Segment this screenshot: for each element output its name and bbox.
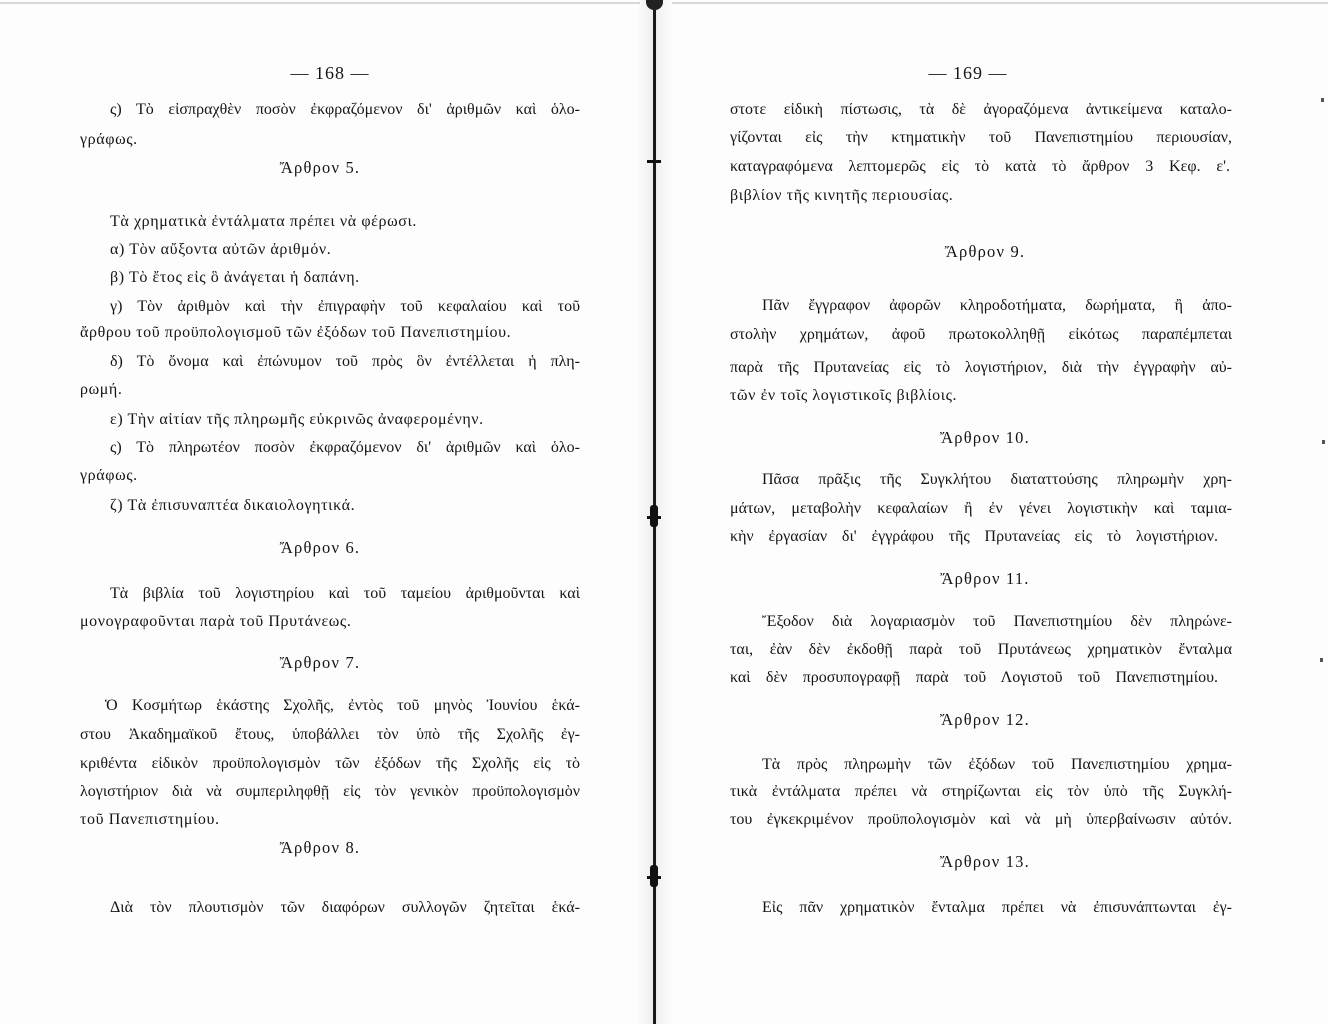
- text-line: Πᾶσα πρᾶξις τῆς Συγκλήτου διαταττούσης πληρωμὴν χρη-: [762, 471, 1232, 488]
- text-line: στολὴν χρημάτων, ἀφοῦ πρωτοκολληθῇ εἰκότως παραπέμπεται: [730, 326, 1232, 343]
- text-line: λογιστήριον διὰ νὰ συμπεριληφθῇ εἰς τὸν γενικὸν προϋπολογισμὸν: [80, 783, 580, 800]
- list-item: δ) Τὸ ὄνομα καὶ ἐπώνυμον τοῦ πρὸς ὃν ἐντέλλεται ἡ πλη-: [110, 353, 580, 370]
- list-item: α) Τὸν αὔξοντα αὐτῶν ἀριθμόν.: [110, 241, 332, 258]
- text-line: ρωμή.: [80, 381, 123, 398]
- scan-speck: [1322, 440, 1325, 444]
- text-line: του ἐγκεκριμένον προϋπολογισμὸν καὶ νὰ μὴ ὑπερβαίνωσιν αὐτόν.: [730, 811, 1232, 828]
- text-line: Εἰς πᾶν χρηματικὸν ἔνταλμα πρέπει νὰ ἐπισυνάπτωνται ἐγ-: [762, 899, 1232, 916]
- article-heading: Ἄρθρον 9.: [944, 242, 1026, 261]
- text-line: Ὁ Κοσμήτωρ ἑκάστης Σχολῆς, ἐντὸς τοῦ μηνὸς Ἰουνίου ἑκά-: [105, 697, 580, 714]
- text-line: μάτων, μεταβολὴν κεφαλαίων ἢ ἐν γένει λογιστικὴν καὶ ταμια-: [730, 500, 1232, 517]
- text-line: βιβλίον τῆς κινητῆς περιουσίας.: [730, 187, 954, 204]
- text-line: γράφως.: [80, 131, 138, 148]
- article-heading: Ἄρθρον 6.: [279, 538, 361, 557]
- article-heading: Ἄρθρον 5.: [279, 158, 361, 177]
- text-line: κριθέντα εἰδικὸν προϋπολογισμὸν τῶν ἐξόδων τῆς Σχολῆς εἰς τὸ: [80, 755, 580, 772]
- article-heading: Ἄρθρον 11.: [940, 569, 1030, 588]
- article-heading: Ἄρθρον 7.: [279, 653, 361, 672]
- list-item: γ) Τὸν ἀριθμὸν καὶ τὴν ἐπιγραφὴν τοῦ κεφαλαίου καὶ τοῦ: [110, 298, 580, 315]
- page-number: — 169 —: [928, 63, 1008, 83]
- text-line: ς) Τὸ εἰσπραχθὲν ποσὸν ἐκφραζόμενον δι' ἀριθμῶν καὶ ὁλο-: [110, 101, 580, 118]
- text-line: Τὰ πρὸς πληρωμὴν τῶν ἐξόδων τοῦ Πανεπιστημίου χρημα-: [762, 756, 1232, 773]
- text-line: μονογραφοῦνται παρὰ τοῦ Πρυτάνεως.: [80, 613, 352, 630]
- article-heading: Ἄρθρον 10.: [940, 428, 1030, 447]
- page-top-edge: [0, 2, 640, 4]
- list-item: ε) Τὴν αἰτίαν τῆς πληρωμῆς εὐκρινῶς ἀναφερομένην.: [110, 411, 484, 428]
- scan-speck: [1321, 98, 1324, 102]
- text-line: Πᾶν ἔγγραφον ἀφορῶν κληροδοτήματα, δωρήματα, ἢ ἀπο-: [762, 297, 1232, 314]
- article-heading: Ἄρθρον 8.: [279, 838, 361, 857]
- text-line: ται, ἐὰν δὲν ἐκδοθῇ παρὰ τοῦ Πρυτάνεως χρηματικὸν ἔνταλμα: [730, 641, 1232, 658]
- text-line: γίζονται εἰς τὴν κτηματικὴν τοῦ Πανεπιστημίου περιουσίαν,: [730, 129, 1232, 146]
- text-line: τικὰ ἐντάλματα πρέπει νὰ στηρίζωνται εἰς τὸν ὑπὸ τῆς Συγκλή-: [730, 783, 1232, 800]
- text-line: Διὰ τὸν πλουτισμὸν τῶν διαφόρων συλλογῶν ζητεῖται ἑκά-: [110, 899, 580, 916]
- text-line: στοτε εἰδικὴ πίστωσις, τὰ δὲ ἀγοραζόμενα ἀντικείμενα καταλο-: [730, 101, 1232, 118]
- page-top-edge: [672, 2, 1328, 4]
- text-line: τῶν ἐν τοῖς λογιστικοῖς βιβλίοις.: [730, 387, 958, 404]
- list-item: β) Τὸ ἔτος εἰς ὃ ἀνάγεται ἡ δαπάνη.: [110, 269, 360, 286]
- text-line: Τὰ βιβλία τοῦ λογιστηρίου καὶ τοῦ ταμείου ἀριθμοῦνται καὶ: [110, 585, 580, 602]
- text-line: Τὰ χρηματικὰ ἐντάλματα πρέπει νὰ φέρωσι.: [110, 213, 417, 230]
- text-line: στου Ἀκαδημαϊκοῦ ἔτους, ὑποβάλλει τὸν ὑπὸ τῆς Σχολῆς ἐγ-: [80, 726, 580, 743]
- text-line: κὴν ἐργασίαν δι' ἐγγράφου τῆς Πρυτανείας εἰς τὸ λογιστήριον.: [730, 528, 1218, 545]
- article-heading: Ἄρθρον 12.: [940, 710, 1030, 729]
- scan-speck: [1320, 658, 1323, 662]
- text-line: καὶ δὲν προσυπογραφῇ παρὰ τοῦ Λογιστοῦ τοῦ Πανεπιστημίου.: [730, 669, 1218, 686]
- text-line: Ἔξοδον διὰ λογαριασμὸν τοῦ Πανεπιστημίου δὲν πληρώνε-: [762, 613, 1232, 630]
- page-number: — 168 —: [290, 63, 370, 83]
- text-line: τοῦ Πανεπιστημίου.: [80, 811, 220, 828]
- list-item: ς) Τὸ πληρωτέον ποσὸν ἐκφραζόμενον δι' ἀριθμῶν καὶ ὁλο-: [110, 439, 580, 456]
- binding-stitch: [647, 516, 661, 519]
- text-line: γράφως.: [80, 467, 138, 484]
- text-line: καταγραφόμενα λεπτομερῶς εἰς τὸ κατὰ τὸ ἄρθρον 3 Κεφ. ε'.: [730, 158, 1230, 175]
- list-item: ζ) Τὰ ἐπισυναπτέα δικαιολογητικά.: [110, 497, 356, 514]
- binding-stitch: [647, 160, 661, 163]
- text-line: παρὰ τῆς Πρυτανείας εἰς τὸ λογιστήριον, διὰ τὴν ἐγγραφὴν αὐ-: [730, 359, 1232, 376]
- binding-stitch: [647, 876, 661, 879]
- text-line: ἄρθρου τοῦ προϋπολογισμοῦ τῶν ἐξόδων τοῦ Πανεπιστημίου.: [80, 324, 512, 341]
- article-heading: Ἄρθρον 13.: [940, 852, 1030, 871]
